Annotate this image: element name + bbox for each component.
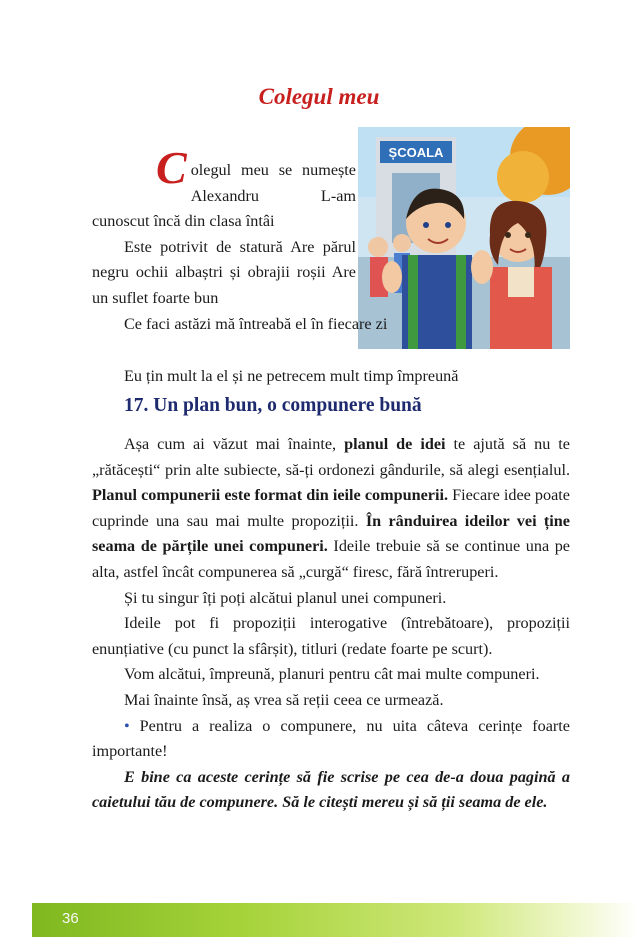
text-run: te ajută să nu te „rătăcești“ prin alte subiecte, să-ți ordonezi gândurile, să alegi esențialul. (92, 435, 570, 479)
footer-band (32, 903, 638, 937)
text-run: Ideile trebuie să se continue una pe alta, astfel încât compunerea să „curgă“ firesc, fără întreruperi. (92, 537, 570, 581)
page-title: Colegul meu (258, 84, 380, 109)
story-paragraph-2: Este potrivit de statură Are părul negru ochii albaștri și obrajii roșii Are un suflet foarte bun (92, 237, 356, 307)
story-closing (92, 364, 570, 390)
lesson-heading: 17. Un plan bun, o compunere bună (124, 395, 422, 416)
bold-run: În rânduirea ideilor vei ține seama de părțile unei compuneri. (92, 511, 570, 556)
story-text (92, 142, 388, 337)
lesson-paragraph-1 (92, 432, 570, 586)
bold-run: Planul compunerii este format din ieile compunerii. (92, 486, 449, 505)
bold-run: planul de idei (344, 435, 446, 453)
text-run: Pentru a realiza o compunere, nu uita câteva cerințe foarte importante! (92, 716, 570, 761)
lesson-paragraph-7: E bine ca aceste cerințe să fie scrise pe cea de-a doua pagină a caietului tău de compunere. Să le citești mereu și să ții seama de ele. (92, 767, 570, 812)
lesson-paragraph-5: Mai înainte însă, aș vrea să reții ceea ce urmează. (124, 690, 444, 709)
story-paragraph-3: Ce faci astăzi mă întreabă el în fiecare zi (124, 314, 388, 333)
story-paragraph-1: olegul meu se numește Alexandru L-am cunoscut încă din clasa întâi (92, 161, 356, 231)
lesson-paragraph-6 (92, 714, 570, 765)
lesson-paragraph-3: Ideile pot fi propoziții interogative (întrebătoare), propoziții enunțiative (cu punct la sfârșit), titluri (redate foarte pe scurt). (92, 614, 570, 658)
drop-cap-letter: C (156, 142, 187, 193)
text-run: Fiecare idee poate cuprinde una sau mai multe propoziții. (92, 486, 570, 530)
school-sign: ȘCOALA (388, 145, 444, 160)
text-run: Așa cum ai văzut mai înainte, (124, 435, 345, 453)
bullet-mark: • (124, 716, 130, 735)
lesson-paragraph-4: Vom alcătui, împreună, planuri pentru cât mai multe compuneri. (124, 665, 540, 684)
story-paragraph-4: Eu țin mult la el și ne petrecem mult timp împreună (124, 367, 459, 385)
lesson-body (92, 432, 570, 816)
page-number: 36 (62, 910, 79, 927)
lesson-paragraph-2: Și tu singur îți poți alcătui planul unei compuneri. (124, 588, 447, 607)
